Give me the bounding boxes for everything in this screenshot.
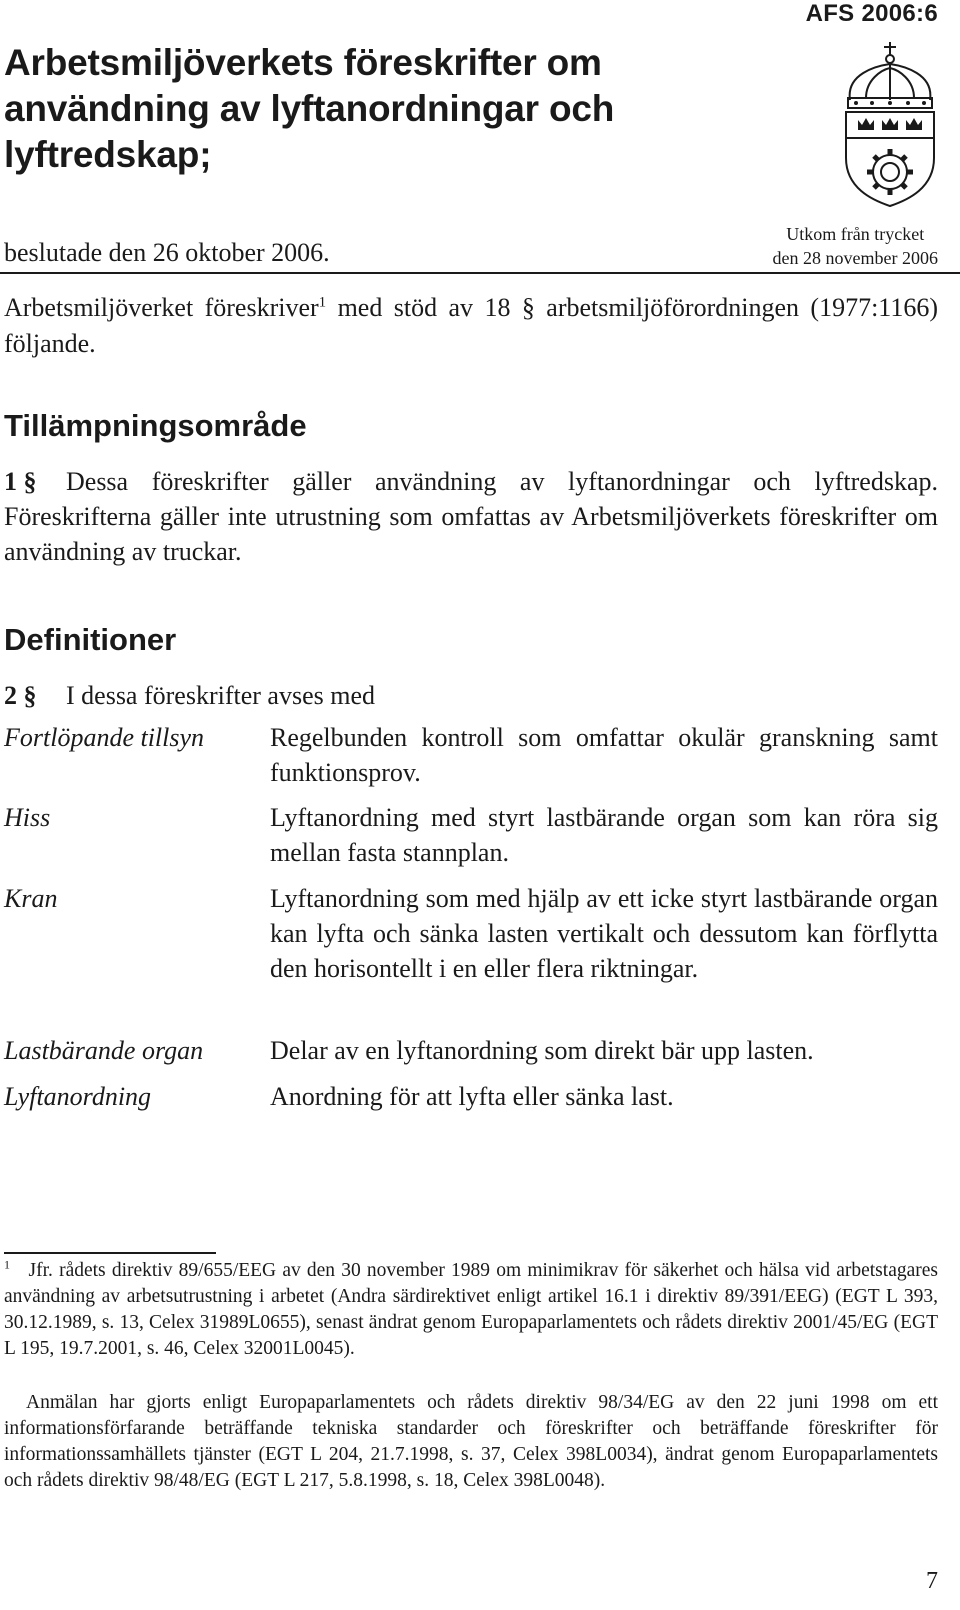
footnote-continuation: Anmälan har gjorts enligt Europaparlamentets och rådets direktiv 98/34/EG av den 22 juni 1998 om ett informationsförfarande beträffande tekniska standarder och föreskrifter och beträffande föreskrifter för informationssamhällets tjänster (EGT L 204, 21.7.1998, s. 37, Celex 398L0034), ändrat genom Europaparlamentets och rådets direktiv 98/48/EG (EGT L 217, 5.8.1998, s. 18, Celex 398L0048). bbox=[4, 1392, 938, 1491]
publication-label: Utkom från trycket bbox=[786, 224, 925, 244]
definition-text: Delar av en lyftanordning som direkt bär upp lasten. bbox=[270, 1036, 814, 1065]
section-2 bbox=[4, 678, 938, 713]
document-title: Arbetsmiljöverkets föreskrifter om användning av lyftanordningar och lyftredskap; bbox=[4, 42, 615, 175]
section-text: Dessa föreskrifter gäller användning av lyftanordningar och lyftredskap. Föreskrifterna gäller inte utrustning som omfattas av Arbetsmiljöverkets föreskrifter om användning av truckar. bbox=[4, 467, 938, 566]
definition-text: Regelbunden kontroll som omfattar okulär granskning samt funktionsprov. bbox=[270, 723, 938, 787]
footnote bbox=[4, 1258, 938, 1362]
intro-text-continued: med stöd av 18 § arbetsmiljöförordningen (1977:1166) följande. bbox=[4, 293, 939, 358]
section-1 bbox=[4, 464, 938, 569]
definition-term: Lastbärande organ bbox=[4, 1036, 204, 1065]
definition-term: Hiss bbox=[4, 803, 51, 832]
footnote-ref: 1 bbox=[318, 294, 327, 311]
footnote-text: Jfr. rådets direktiv 89/655/EEG av den 30 november 1989 om minimikrav för säkerhet och hälsa vid arbetstagares användning av arbetsutrustning i arbetet (Andra särdirektivet enligt artikel 16.1 i direktiv 89/391/EEG) (EGT L 393, 30.12.1989, s. 13, Celex 31989L0655), senast ändrat genom Europaparlamentets och rådets direktiv 2001/45/EG (EGT L 195, 19.7.2001, s. 46, Celex 32001L0045). bbox=[4, 1260, 938, 1359]
swedish-coat-of-arms-icon bbox=[836, 40, 944, 210]
definition-text: Lyftanordning med styrt lastbärande organ som kan röra sig mellan fasta stannplan. bbox=[270, 803, 938, 867]
decision-date: beslutade den 26 oktober 2006. bbox=[4, 238, 330, 267]
definition-text: Lyftanordning som med hjälp av ett icke styrt lastbärande organ kan lyfta och sänka lasten vertikalt och dessutom kan förflytta den horisontellt i en eller flera riktningar. bbox=[270, 884, 938, 983]
publication-date: den 28 november 2006 bbox=[772, 248, 938, 268]
section-text: I dessa föreskrifter avses med bbox=[66, 681, 375, 710]
section-number: 1 § bbox=[4, 467, 37, 496]
intro-paragraph bbox=[4, 290, 938, 362]
publication-info bbox=[773, 222, 938, 270]
page-number: 7 bbox=[926, 1568, 938, 1594]
section-heading-definitions: Definitioner bbox=[4, 622, 177, 657]
document-code: AFS 2006:6 bbox=[805, 0, 938, 27]
intro-text: Arbetsmiljöverket föreskriver bbox=[4, 293, 319, 322]
definition-term: Fortlöpande tillsyn bbox=[4, 723, 205, 752]
footnote-number: 1 bbox=[4, 1257, 10, 1272]
section-number: 2 § bbox=[4, 681, 37, 710]
section-heading-scope: Tillämpningsområde bbox=[4, 408, 307, 443]
definition-term: Lyftanordning bbox=[4, 1082, 152, 1111]
header-divider bbox=[0, 272, 960, 274]
footnote-divider bbox=[4, 1252, 216, 1254]
definition-term: Kran bbox=[4, 884, 58, 913]
definition-text: Anordning för att lyfta eller sänka last. bbox=[270, 1082, 674, 1111]
